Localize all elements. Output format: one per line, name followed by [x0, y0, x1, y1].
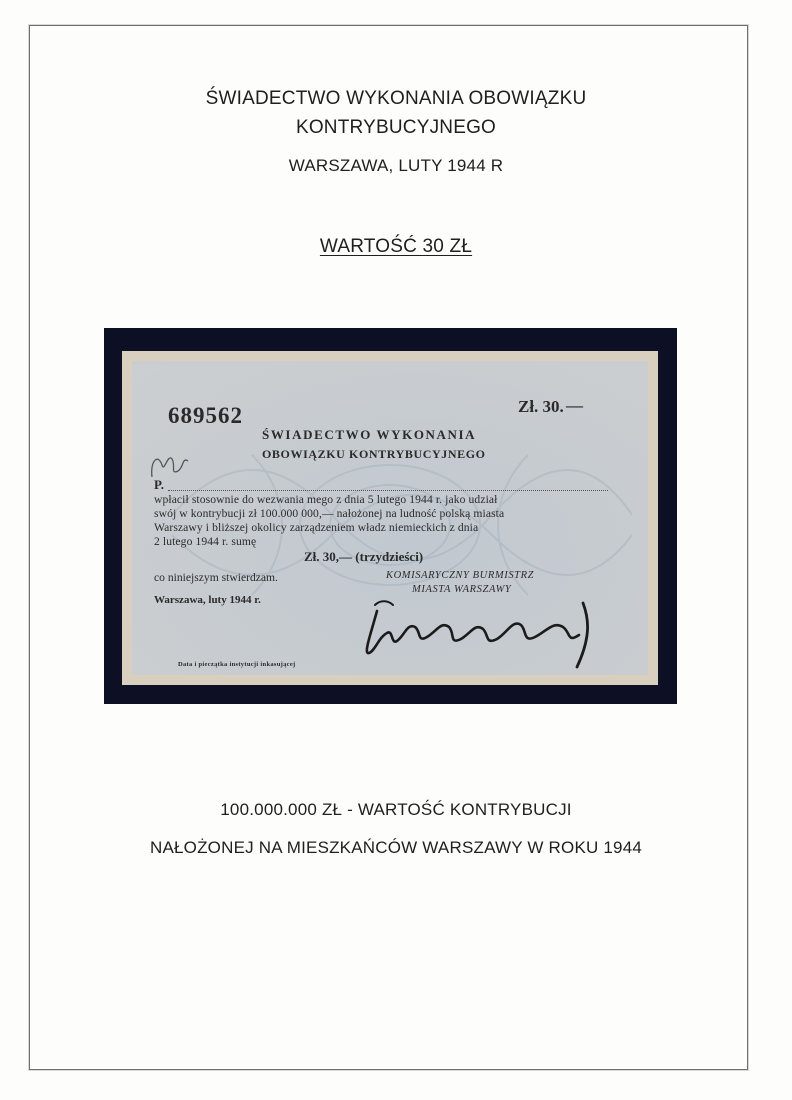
certificate-paper — [132, 365, 648, 675]
page-title-line2: KONTRYBUCYJNEGO — [295, 117, 497, 138]
serial-number: 689562 — [168, 403, 243, 428]
amount-top: Zł. 30. — [518, 397, 564, 416]
amount-words: Zł. 30,— (trzydzieści) — [304, 549, 424, 564]
body-line-1: wpłacił stosownie do wezwania mego z dnia 5 lutego 1944 r. jako udział — [154, 493, 498, 506]
confirmation-text: co niniejszym stwierdzam. — [154, 571, 278, 584]
footer-line1: 100.000.000 ZŁ - WARTOŚĆ KONTRYBUCJI — [220, 800, 572, 819]
amount-top-dash: — — [566, 396, 583, 415]
body-line-3: Warszawy i bliższej okolicy zarządzeniem władz niemieckich z dnia — [154, 521, 479, 534]
certificate-image — [122, 351, 658, 685]
stamp-caption: Data i pieczątka instytucji inkasującej — [178, 661, 296, 668]
mayor-title-line1: KOMISARYCZNY BURMISTRZ — [386, 570, 535, 581]
footer-line2: NAŁOŻONEJ NA MIESZKAŃCÓW WARSZAWY W ROKU 1944 — [150, 838, 642, 857]
value-heading-wrap — [0, 236, 792, 258]
page-title-line1: ŚWIADECTWO WYKONANIA OBOWIĄZKU — [205, 88, 587, 109]
certificate-title-line1: ŚWIADECTWO WYKONANIA — [262, 427, 477, 442]
handwritten-signature — [357, 593, 617, 673]
certificate-title-line2: OBOWIĄZKU KONTRYBUCYJNEGO — [262, 447, 486, 461]
body-line-2: swój w kontrybucji zł 100.000 000,— nałożonej na ludność polską miasta — [154, 507, 505, 520]
mayor-title-line2: MIASTA WARSZAWY — [412, 584, 512, 595]
payer-label: P. — [154, 477, 164, 492]
certificate-place-date: Warszawa, luty 1944 r. — [154, 594, 261, 606]
payer-name-line — [168, 490, 608, 491]
body-line-4: 2 lutego 1944 r. sumę — [154, 535, 257, 548]
page-subtitle: WARSZAWA, LUTY 1944 R — [288, 156, 504, 175]
value-heading: WARTOŚĆ 30 ZŁ — [319, 236, 473, 257]
